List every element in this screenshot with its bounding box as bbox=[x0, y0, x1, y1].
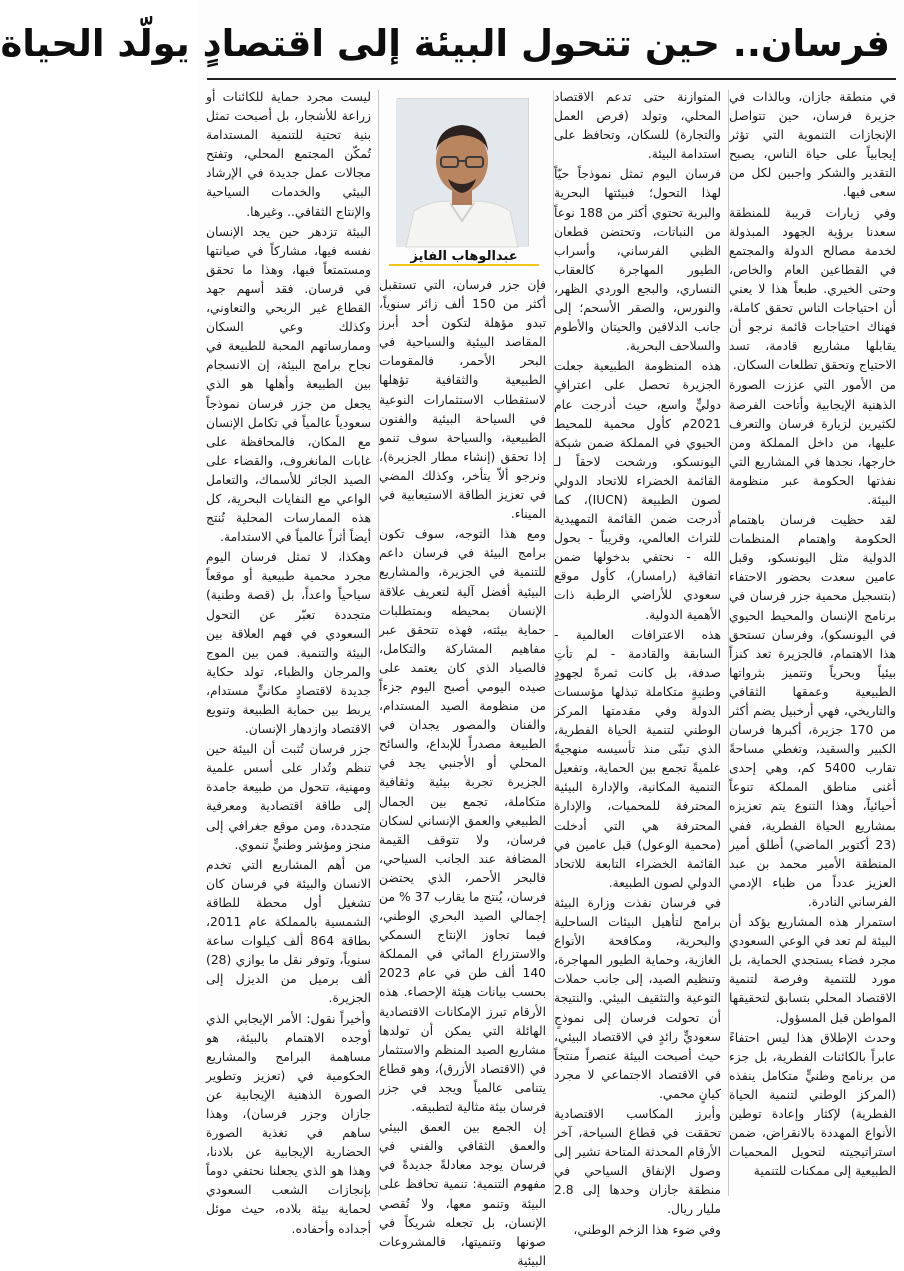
article-paragraph: استمرار هذه المشاريع يؤكد أن البيئة لم تعد في الوعي السعودي مجرد فضاء يستجدي الحماية، بل مورد للتنمية وفرصة لتنمية الاقتصاد المحلي بتسابق لتحقيقها المواطن قبل المسؤول. bbox=[729, 915, 896, 1025]
author-name: عبدالوهاب الفايز bbox=[389, 248, 539, 266]
article-column-4 bbox=[206, 88, 371, 1236]
article-paragraph: وحدث الإطلاق هذا ليس احتفاءً عابراً بالكائنات الفطرية، بل جزء من برنامج وطنيٍّ متكامل ينفذه (المركز الوطني لتنمية الحياة الفطرية) لإكثار وإعادة توطين الأنواع المهددة بالانقراض، ضمن استراتيجيته لتحويل المحميات الطبيعية إلى ممكنات للتنمية bbox=[729, 1030, 896, 1179]
headline-rule bbox=[207, 78, 896, 80]
article-paragraph: هذه الاعترافات العالمية - السابقة والقادمة - لم تأتِ صدفة، بل كانت ثمرةً لجهودٍ وطنيةٍ متكاملة تبذلها مؤسسات الدولة وفي مقدمتها المركز الوطني لتنمية الحياة الفطرية، الذي تبنّى منذ تأسيسه منهجيةً علميةً تجمع بين الحماية، وتفعيل التنمية المكانية، والإدارة البيئية المحترفة للمحميات، والإدارة المحترفة هي التي أدخلت (محمية الوعول) قبل عامين في القائمة الخضراء التابعة للاتحاد الدولي لصون الطبيعة. bbox=[554, 627, 721, 890]
article-paragraph: ومع هذا التوجه، سوف تكون برامج البيئة في فرسان داعم للتنمية في الجزيرة، والمشاريع البيئية أفضل آلية لتعريف علاقة الإنسان بمحيطه وبمتطلبات حماية بيئته، فهذه تتحقق عبر مفاهيم المشاركة والتكامل، فالصياد الذي كان يعتمد على صيده اليومي أصبح اليوم جزءاً من منظومة الصيد المستدام، والفنان والمصور يجدان في الطبيعة مصدراً للإبداع، والسائح المحلي أو الأجنبي يجد في الجزيرة تجربة بيئية وثقافية متكاملة، تجمع بين الجمال الطبيعي والعمق الإنساني لسكان فرسان، ولا تتوقف القيمة المضافة عند الجانب السياحي، فالبحر الأحمر، الذي يحتضن فرسان، يُنتج ما يقارب 37 % من إجمالي الصيد البحري الوطني، فيما تجاوز الإنتاج السمكي والاستزراع المائي في المملكة 140 ألف طن في عام 2023 بحسب بيانات هيئة الإحصاء. هذه الأرقام تبرز الإمكانات الاقتصادية الهائلة التي يمكن أن تولدها مشاريع الصيد المنظم والاستثمار في (الاقتصاد الأزرق)، وهو قطاع يتنامى عالمياً ويجد في جزر فرسان بيئة مثالية لتطبيقه. bbox=[379, 527, 546, 1115]
author-photo bbox=[397, 98, 529, 246]
article-paragraph: وهكذا، لا تمثل فرسان اليوم مجرد محمية طبيعية أو موقعاً سياحياً واعداً، بل (قصة وطنية) متجددة تعبّر عن التحول السعودي في فهم العلاقة بين البيئة والتنمية. فمن بين الموج والمرجان والظباء، تولد حكاية جديدة لاقتصادٍ مكانيٍّ مستدام، يربط بين حماية الطبيعة وتنويع الاقتصاد وازدهار الإنسان. bbox=[206, 550, 371, 737]
article-column-3 bbox=[379, 276, 546, 1268]
article-paragraph: البيئة تزدهر حين يجد الإنسان نفسه فيها، مشاركاً في صيانتها ومستمتعاً فيها، وهذا ما تحقق في فرسان. فقد أسهم جهد القطاع غير الربحي والتعاوني، وكذلك وعي السكان وممارساتهم المحبة للطبيعة في نجاح برامج البيئة، إن الانسجام بين الطبيعة وأهلها هو الذي يجعل من جزر فرسان نموذجاً سعودياً عالمياً في تكامل الإنسان مع المكان، فالمحافظة على غابات المانغروف، والقضاء على الصيد الجائر للأسماك، والتعامل الواعي مع النفايات البحرية، كل هذه الممارسات المحلية تُنتج أيضاً أثراً عالمياً في الاستدامة. bbox=[206, 224, 371, 545]
article-paragraph: وفي ضوء هذا الزخم الوطني، bbox=[573, 1222, 721, 1237]
article-headline: فرسان.. حين تتحول البيئة إلى اقتصادٍ يولّد الحياة bbox=[0, 22, 890, 65]
article-paragraph: في فرسان نفذت وزارة البيئة برامج لتأهيل البيئات الساحلية والبحرية، ومكافحة الأنواع الغازية، وحماية الطيور المهاجرة، وتنظيم الصيد، إلى جانب حملات التوعية والتثقيف البيئي. والنتيجة أن تحولت فرسان إلى نموذجٍ سعوديٍّ رائدٍ في الاقتصاد البيئي، حيث أصبحت البيئة عنصراً منتجاً في الاقتصاد الاجتماعي لا مجرد كيانٍ محمي. bbox=[554, 895, 721, 1101]
article-paragraph: من الأمور التي عززت الصورة الذهنية الإيجابية وأتاحت الفرصة لكثيرين لزيارة فرسان والتعرف عليها، من داخل المملكة ومن خارجها، نجدها في المشاريع التي نفذتها الحكومة عبر منظومة البيئة. bbox=[729, 378, 896, 507]
article-column-1 bbox=[729, 88, 896, 1196]
article-paragraph: جزر فرسان تُثبت أن البيئة حين تنظم وتُدار على أسس علمية ومهنية، تتحول من طبيعة جامدة إلى طاقة اقتصادية ومعرفية متجددة، ومن موقع جغرافي إلى منجز ومؤشر وطنيٍّ تنموي. bbox=[206, 742, 371, 852]
article-paragraph: وأبرز المكاسب الاقتصادية تحققت في قطاع السياحة، آخر الأرقام المحدثة المتاحة تشير إلى وصول الإنفاق السياحي في منطقة جازان وحدها إلى 2.8 مليار ريال. bbox=[554, 1106, 721, 1217]
column-divider bbox=[728, 90, 729, 1196]
article-paragraph: ليست مجرد حماية للكائنات أو زراعة للأشجار، بل أصبحت تمثل بنية تحتية للتنمية المستدامة تُمكّن المجتمع المحلي، وتفتح مجالات عمل جديدة في الإرشاد البيئي والخدمات السياحية والإنتاج الثقافي.. وغيرها. bbox=[206, 90, 371, 219]
author-box bbox=[379, 98, 546, 268]
article-paragraph: من أهم المشاريع التي تخدم الانسان والبيئة في فرسان كان تشغيل أول محطة للطاقة الشمسية بالمملكة عام 2011، بطاقة 864 ألف كيلوات ساعة سنوياً، وتوفر نقل ما يوازي (28) ألف برميل من الديزل إلى الجزيرة. bbox=[206, 857, 371, 1006]
article-paragraph: فرسان اليوم تمثل نموذجاً حيّاً لهذا التحول؛ فبيئتها البحرية والبرية تحتوي أكثر من 188 نوعاً من النباتات، وتحتضن قطعان الظبي الفرساني، وأسراب الطيور المهاجرة كالعقاب النساري، والبجع الوردي الظهر، والنورس، والصقر الأسحم؛ إلى جانب الدلافين والحيتان والأطوم والسلاحف البحرية. bbox=[554, 167, 721, 354]
article-paragraph: وفي زيارات قريبة للمنطقة سعدنا برؤية الجهود المبذولة لخدمة مصالح الدولة والمجتمع في القطاعين العام والخاص، وحتى الخيري. طبعاً هذا لا يعني أن احتياجات الناس تحقق كاملة، فهناك احتياجات قائمة نرجو أن يقابلها مشاريع قادمة، تسد الاحتياج وتحقق تطلعات السكان. bbox=[729, 205, 896, 373]
author-portrait-icon bbox=[396, 99, 528, 247]
article-paragraph: هذه المنظومة الطبيعية جعلت الجزيرة تحصل على اعترافٍ دوليٍّ واسع، حيث أدرجت عام 2021م كأول محمية للمحيط الحيوي في المملكة ضمن شبكة اليونسكو، ورشحت لاحقاً لـ القائمة الخضراء للاتحاد الدولي لصون الطبيعة (IUCN)، كما أدرجت ضمن القائمة التمهيدية للتراث العالمي، وقريباً - بحول الله - نحتفي بدخولها ضمن اتفاقية (رامسار)، كأول موقع سعودي للأراضي الرطبة ذات الأهمية الدولية. bbox=[554, 359, 721, 622]
article-paragraph: في منطقة جازان، وبالذات في جزيرة فرسان، حين تتواصل الإنجازات التنموية التي تؤثر إيجابياً على حياة الناس، يصبح التقدير والشكر واجبين لكل من سعى فيها. bbox=[729, 90, 896, 200]
article-paragraph: وأخيراً نقول: الأمر الإيجابي الذي أوجده الاهتمام بالبيئة، هو مساهمة البرامج والمشاريع الحكومية في (تعزيز وتطوير الصورة الذهنية الإيجابية عن جازان وجزر فرسان)، وهذا ساهم في تغذية الصورة الحضارية الإيجابية عن بلادنا، وهذا هو الذي يجعلنا نحتفي دوماً بإنجازات الشعب السعودي لحماية بيئة بلاده، حيث موئل أجداده وأحفاده. bbox=[206, 1011, 371, 1236]
column-divider bbox=[553, 90, 554, 1196]
article-column-2 bbox=[554, 88, 721, 1237]
article-paragraph: فإن جزر فرسان، التي تستقبل أكثر من 150 ألف زائر سنوياً، تبدو مؤهلة لتكون أحد أبرز المقاصد البيئية والسياحية في البحر الأحمر، فالمقومات الطبيعية والثقافية تؤهلها لاستقطاب الاستثمارات النوعية في السياحة البيئية والفنون الطبيعية، والسياحة سوف تنمو إذا تحقق (إنشاء مطار الجزيرة)، ونرجو ألاّ يتأخر، وكذلك المضي في تعزيز الطاقة الاستيعابية في الميناء. bbox=[379, 278, 546, 522]
article-paragraph: إن الجمع بين العمق البيئي والعمق الثقافي والفني في فرسان يوجد معادلةً جديدةً في مفهوم التنمية: تنمية تحافظ على البيئة وتنمو معها، ولا تُقصي الإنسان، بل تجعله شريكاً في صونها وتنميتها، فالمشروعات البيئية bbox=[379, 1120, 546, 1268]
column-divider bbox=[378, 90, 379, 1196]
article-paragraph: لقد حظيت فرسان باهتمام الحكومة واهتمام المنظمات الدولية مثل اليونسكو، وقبل عامين سعدت بحضور الاحتفاء (بتسجيل محمية جزر فرسان في برنامج الإنسان والمحيط الحيوي في اليونسكو)، وفرسان تستحق هذا الاهتمام، فالجزيرة تعد كنزاً بيئياً وبحرياً وتتميز بثرواتها الطبيعية وعمقها الثقافي والتاريخي، فهي أرخبيل يضم أكثر من 170 جزيرة، أكبرها فرسان الكبير والسقيد، وتغطي مساحةً تقارب 5400 كم، وهي إحدى أغنى مناطق المملكة تنوعاً أحيائياً، وهذا التنوع يتم تعزيزه بمشاريع الحياة الفطرية، ففي (23 أكتوبر الماضي) أطلق أمير المنطقة الأمير محمد بن عبد العزيز عدداً من ظباء الإدمي الفرساني النادرة. bbox=[729, 513, 896, 909]
article-paragraph: المتوازنة حتى تدعم الاقتصاد المحلي، وتولد (فرص العمل والتجارة) للسكان، وتحافظ على استدامة البيئة. bbox=[554, 90, 721, 162]
